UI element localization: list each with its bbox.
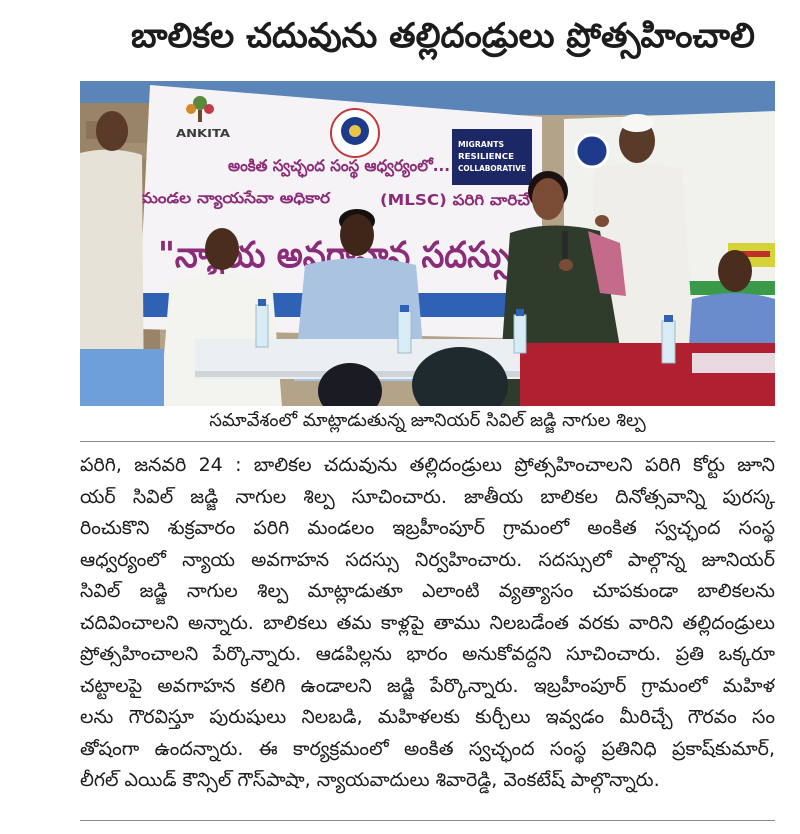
bottle-cap	[516, 309, 524, 316]
body-line: ప్రోత్సహించాలని పేర్కొన్నారు. ఆడపిల్లను భారం అనుకోవద్దని సూచించారు. ప్రతి ఒక్కరూ	[80, 643, 775, 665]
body-line: తోషంగా ఉందన్నారు. ఈ కార్యక్రమంలో అంకిత స్వచ్ఛంద సంస్థ ప్రతినిధి ప్రకాష్‌కుమార్,	[80, 737, 775, 760]
banner-line-2b: (MLSC) పరిగి వారిచే	[380, 191, 531, 209]
red-table-cloth	[520, 343, 775, 406]
blue-chair	[80, 349, 164, 406]
bottle-cap	[258, 299, 266, 306]
body-line: ఆధ్వర్యంలో న్యాయ అవగాహన సదస్సు నిర్వహించారు. సదస్సులో పాల్గొన్న జూనియర్	[80, 548, 775, 571]
mrc-box-line: RESILIENCE	[458, 152, 514, 161]
body-line: సివిల్ జడ్జి నాగుల శిల్ప మాట్లాడుతూ ఎలాంటి వ్యత్యాసం చూపకుండా బాలికలను	[80, 580, 775, 602]
person-head	[532, 178, 564, 220]
bottle-body	[662, 321, 675, 363]
photo-scene	[80, 81, 775, 406]
body-line: చదివించాలని అన్నారు. బాలికలు తమ కాళ్లపై తాము నిలబడేంత వరకు వారిని తల్లిదండ్రులు	[80, 611, 775, 634]
white-cap	[620, 114, 654, 132]
bottle-body	[514, 315, 526, 353]
article-headline: బాలికల చదువును తల్లిదండ్రులు ప్రోత్సహించాలి	[131, 16, 755, 56]
person-hand	[559, 259, 573, 271]
water-bottle	[514, 309, 526, 353]
mrc-box-line: COLLABORATIVE	[458, 164, 526, 173]
tree-logo-icon	[186, 104, 196, 114]
bottle-body	[256, 305, 268, 347]
pink-drape	[692, 353, 775, 373]
body-line: యర్ సివిల్ జడ్జి నాగుల శిల్ప సూచించారు. జాతీయ బాలికల దినోత్సవాన్ని పురస్క	[80, 485, 775, 508]
person-head	[718, 250, 752, 292]
ankita-logo-text: ANKITA	[176, 127, 231, 140]
right-banner-seal	[576, 135, 608, 167]
seal-center	[349, 125, 361, 137]
banner-line-2a: మండల న్యాయసేవా అధికార	[140, 189, 309, 207]
body-line: లను గౌరవిస్తూ పురుషులు నిలబడి, మహిళలకు కుర్చీలు ఇవ్వడం మీరిచ్చే గౌరవం సం	[80, 706, 775, 728]
tree-logo-icon	[204, 104, 214, 114]
tree-trunk-icon	[198, 110, 202, 122]
person-hand	[595, 215, 609, 227]
person-head	[96, 111, 128, 151]
water-bottle	[256, 299, 268, 347]
legal-services-seal	[331, 109, 379, 157]
water-bottle	[662, 315, 675, 363]
body-line: రించుకొని శుక్రవారం పరిగి మండలం ఇబ్రహీంపూర్ గ్రామంలో అంకిత స్వచ్ఛంద సంస్థ	[80, 517, 775, 539]
body-line: పరిగి, జనవరి 24 : బాలికల చదువును తల్లిదండ్రులు ప్రోత్సహించాలని పరిగి కోర్టు జూని	[80, 454, 775, 476]
person-head	[205, 228, 239, 270]
mrc-logo-box	[452, 129, 532, 185]
bottle-cap	[400, 305, 409, 312]
banner-line-3: "న్యాయ అవగాహన సదస్సు"	[158, 235, 570, 276]
banner-line-1: అంకిత స్వచ్ఛంద సంస్థ ఆధ్వర్యంలో...	[228, 156, 463, 175]
photo-caption: సమావేశంలో మాట్లాడుతున్న జూనియర్ సివిల్ జడ్జి నాగుల శిల్ప	[209, 410, 646, 431]
body-line: లీగల్ ఎయిడ్ కౌన్సిల్ గౌస్‌పాషా, న్యాయవాదులు శివారెడ్డి, వెంకటేష్ పాల్గొన్నారు.	[80, 769, 660, 791]
article-photo	[80, 81, 775, 406]
body-line: చట్టాలపై అవగాహన కలిగి ఉండాలని జడ్జి పేర్కొన్నారు. ఇబ్రహీంపూర్ గ్రామంలో మహిళ	[80, 674, 775, 697]
person-head	[340, 214, 374, 256]
water-bottle	[398, 305, 411, 353]
caption-divider	[80, 441, 775, 442]
microphone-icon	[562, 231, 568, 261]
bottom-divider	[80, 820, 775, 821]
mrc-box-line: MIGRANTS	[458, 140, 505, 149]
article-body	[80, 450, 775, 797]
bottle-body	[398, 311, 411, 353]
bottle-cap	[664, 315, 673, 322]
